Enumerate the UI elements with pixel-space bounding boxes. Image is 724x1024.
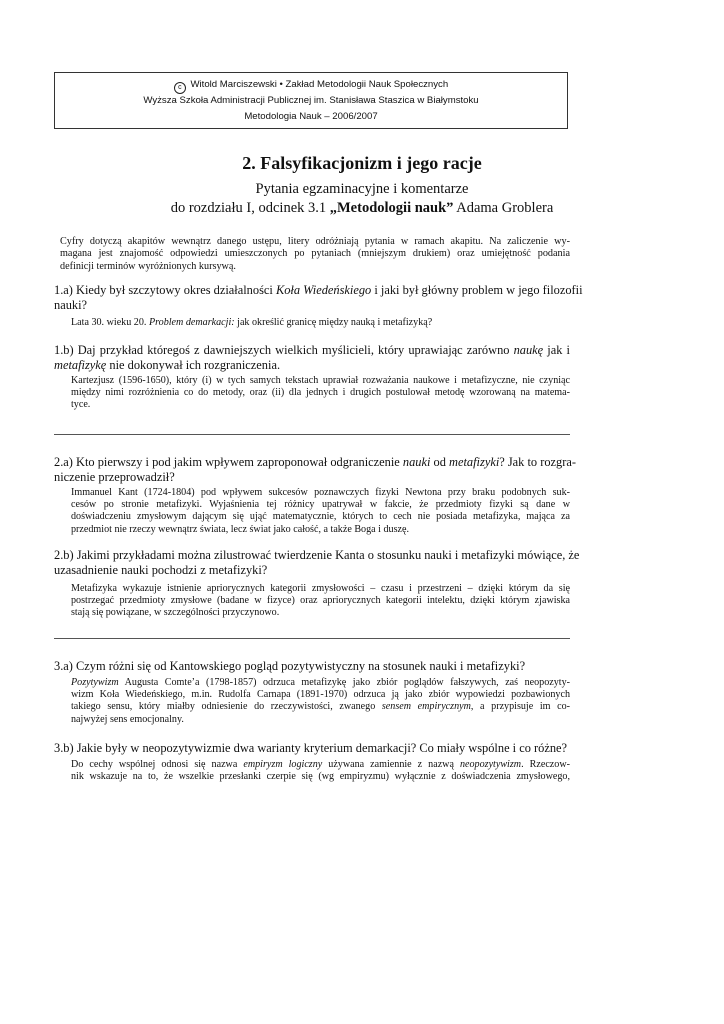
question-line	[54, 358, 570, 373]
text-run: Lata 30. wieku 20.	[71, 317, 149, 328]
question-1b	[54, 343, 570, 374]
text-run: ? Jak to rozgra-	[499, 455, 576, 469]
page-subtitle-source	[0, 199, 724, 217]
text-run: , a przypisuje im co-	[470, 701, 570, 713]
answer-line: między nimi rozróżnienia co do metody, oraz (ii) dla jednych i drugich postulował metodę wzorowaną na matema-	[71, 387, 570, 399]
header-line-1	[55, 79, 567, 94]
answer-line: doświadczeniu zmysłowym dającym się ująć matematycznie, których to cech nie posiada metafizyka, mająca za	[71, 511, 570, 523]
term-italic: nauki	[402, 455, 431, 469]
header-box	[54, 72, 568, 129]
intro-line: magana jest znajomość odpowiedzi umieszczonych po pytaniach (mniejszym drukiem) oraz umiejętność podania	[60, 248, 570, 260]
answer-line	[71, 677, 570, 689]
question-line: 3.b) Jakie były w neopozytywizmie dwa warianty kryterium demarkacji? Co miały wspólne i co różne?	[54, 741, 568, 755]
answer-2a	[71, 487, 570, 536]
answer-line: najwyżej sens emocjonalny.	[71, 713, 184, 725]
answer-line	[71, 317, 570, 329]
answer-line: Kartezjusz (1596-1650), który (i) w tych samych tekstach uprawiał rozważania naukowe i metafizyczne, nie czyniąc	[71, 375, 570, 386]
text-run: jak i	[543, 343, 570, 357]
text-run: używana zamiennie z nazwą	[322, 759, 460, 770]
page-subtitle: Pytania egzaminacyjne i komentarze	[255, 181, 469, 197]
question-2a	[54, 455, 576, 486]
question-line: 2.b) Jakimi przykładami można zilustrować twierdzenie Kanta o stosunku nauki i metafizyki mówiące, że	[54, 548, 580, 562]
question-2b	[54, 548, 580, 579]
question-3b	[54, 741, 570, 756]
term-italic: Pozytywizm	[71, 677, 119, 688]
text-run: od	[430, 455, 450, 469]
answer-line: stają się powiązane, w szczególności przyczynowo.	[71, 607, 280, 619]
question-3a	[54, 659, 570, 674]
question-line: 3.a) Czym różni się od Kantowskiego pogląd pozytywistyczny na stosunek nauki i metafizyki?	[54, 659, 526, 673]
term-italic: Koła Wiedeńskiego	[275, 283, 372, 297]
header-institution: Wyższa Szkoła Administracji Publicznej im. Stanisława Staszica w Białymstoku	[143, 95, 479, 106]
answer-1b	[71, 375, 570, 412]
term-italic: naukę	[513, 343, 544, 357]
question-line	[54, 283, 583, 298]
header-course: Metodologia Nauk – 2006/2007	[244, 111, 378, 122]
answer-3b	[71, 759, 570, 783]
answer-line: wizm Koła Wiedeńskiego, m.in. Rudolfa Carnapa (1891-1970) odrzuca ją jako zbiór wypowiedzi pozbawionych	[71, 689, 570, 701]
section-divider	[54, 638, 570, 639]
page-title: 2. Falsyfikacjonizm i jego racje	[242, 153, 482, 173]
term-italic: neopozytywizm	[459, 759, 522, 770]
question-line	[54, 343, 570, 358]
copyright-icon: c	[174, 82, 186, 94]
answer-line: Immanuel Kant (1724-1804) pod wpływem sukcesów poznawczych fizyki Newtona przy braku podobnych suk-	[71, 487, 570, 498]
term-italic: sensem empirycznym	[381, 701, 471, 713]
intro-line: definicji terminów wyróżnionych kursywą.	[60, 260, 236, 272]
question-line: niczenie przeprowadził?	[54, 470, 175, 485]
question-line	[54, 455, 576, 470]
intro-paragraph	[60, 236, 570, 273]
answer-line: przedmiot nie rzeczy wewnątrz świata, lecz świat jako całość, a także Boga i duszę.	[71, 523, 409, 535]
text-run: Do cechy wspólnej odnosi się nazwa	[71, 759, 244, 770]
term-italic: empiryzm logiczny	[243, 759, 323, 770]
answer-3a	[71, 677, 570, 726]
text-run: takiego sensu, który miałby odniesienie do rzeczywistości, zwanego	[71, 701, 382, 713]
answer-line: tyce.	[71, 399, 91, 411]
text-run: nie dokonywał ich rozgraniczenia.	[106, 358, 281, 373]
answer-line: cesów po stronie metafizyki. Wyjaśnienia tej różnicy upatrywał w fakcie, że przedmioty fizyki są dane w	[71, 499, 570, 511]
question-line: uzasadnienie nauki pochodzi z metafizyki?	[54, 563, 268, 578]
answer-1a	[71, 317, 570, 329]
section-divider	[54, 434, 570, 435]
term-italic: Problem demarkacji:	[148, 317, 235, 328]
answer-line	[71, 759, 570, 771]
text-run: 2.a) Kto pierwszy i pod jakim wpływem zaproponował odgraniczenie	[54, 455, 403, 469]
answer-line: postrzegać przedmioty zmysłowe (badane w fizyce) oraz apriorycznych kategorii intelektu, dzięki którym zjawiska	[71, 595, 570, 607]
question-1a	[54, 283, 583, 314]
subtitle-source-pre: do rozdziału I, odcinek 3.1	[170, 200, 330, 216]
text-run: jak określić granicę między nauką i metafizyką?	[234, 317, 433, 328]
text-run: . Rzeczow-	[521, 759, 570, 770]
answer-line: nik wskazuje na to, że wszelkie przesłanki czerpie się (wg empiryzmu) wyłącznie z doświadczenia zmysłowego,	[71, 771, 570, 783]
subtitle-source-author: Adama Groblera	[453, 200, 554, 216]
text-run: Augusta Comte’a (1798-1857) odrzuca metafizykę jako zbiór poglądów fałszywych, zaś neopozyty-	[118, 677, 570, 688]
answer-line	[71, 701, 570, 713]
term-italic: metafizykę	[54, 358, 107, 373]
answer-line: Metafizyka wykazuje istnienie apriorycznych kategorii zmysłowości – czasu i przestrzeni – dzięki którym da się	[71, 583, 570, 594]
text-run: i jaki był główny problem w jego filozofii	[371, 283, 583, 297]
header-author-line: Witold Marciszewski • Zakład Metodologii Nauk Społecznych	[190, 79, 449, 90]
intro-line: Cyfry dotyczą akapitów wewnątrz danego ustępu, litery odróżniają pytania w ramach akapitu. Na zaliczenie wy-	[60, 236, 570, 247]
text-run: 1.b) Daj przykład któregoś z dawniejszych wielkich myślicieli, który uprawiając zarówno	[54, 343, 514, 357]
subtitle-source-book: „Metodologii nauk”	[329, 200, 454, 216]
term-italic: metafizyki	[449, 455, 500, 469]
question-line: nauki?	[54, 298, 88, 313]
answer-2b	[71, 583, 570, 620]
text-run: 1.a) Kiedy był szczytowy okres działalności	[54, 283, 276, 297]
